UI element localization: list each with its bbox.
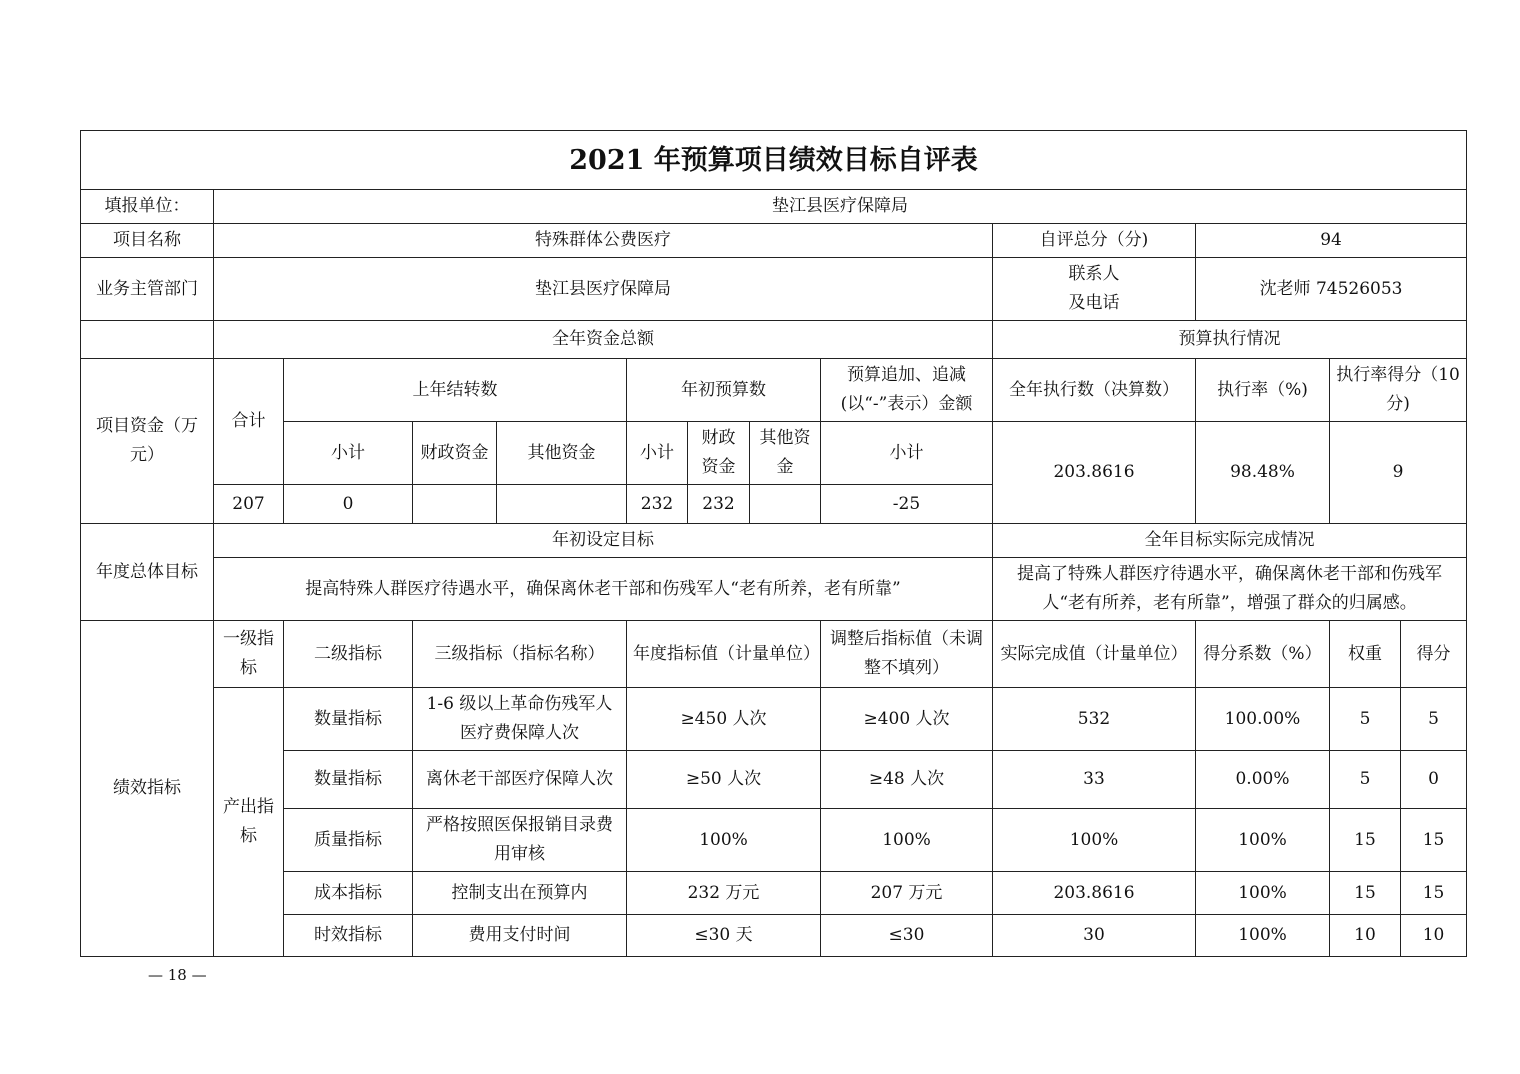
perf-score: 0 [1401, 751, 1467, 809]
perf-header-target: 年度指标值（计量单位） [627, 621, 821, 688]
perf-level2: 成本指标 [284, 872, 413, 915]
perf-target: 232 万元 [627, 872, 821, 915]
goals-set-header: 年初设定目标 [214, 524, 993, 558]
contact-label [993, 258, 1196, 321]
perf-coef: 100% [1196, 915, 1330, 957]
funds-row-label: 项目资金（万元） [81, 359, 214, 524]
perf-level3: 控制支出在预算内 [413, 872, 627, 915]
perf-adjusted: ≥400 人次 [821, 688, 993, 751]
perf-header-score: 得分 [1401, 621, 1467, 688]
funds-adjust-value: -25 [821, 485, 993, 524]
perf-level3: 离休老干部医疗保障人次 [413, 751, 627, 809]
perf-header-adjusted: 调整后指标值（未调整不填列） [821, 621, 993, 688]
funds-sub-subtotal3: 小计 [821, 422, 993, 485]
funds-annual-exec-label: 全年执行数（决算数） [993, 359, 1196, 422]
funds-carryover-label: 上年结转数 [284, 359, 627, 422]
self-score-value: 94 [1196, 224, 1467, 258]
perf-coef: 100% [1196, 872, 1330, 915]
table-row [81, 809, 1467, 872]
funds-carry-other [497, 485, 627, 524]
goals-row-label: 年度总体目标 [81, 524, 214, 621]
perf-adjusted: 100% [821, 809, 993, 872]
perf-coef: 0.00% [1196, 751, 1330, 809]
goals-done-header: 全年目标实际完成情况 [993, 524, 1467, 558]
funds-header-blank [81, 321, 214, 359]
perf-weight: 15 [1330, 809, 1401, 872]
funds-sub-other2: 其他资金 [750, 422, 821, 485]
table-row [81, 751, 1467, 809]
funds-total-header: 全年资金总额 [214, 321, 993, 359]
funds-exec-rate-score-value: 9 [1330, 422, 1467, 524]
perf-weight: 5 [1330, 688, 1401, 751]
perf-header-weight: 权重 [1330, 621, 1401, 688]
project-name-value: 特殊群体公费医疗 [214, 224, 993, 258]
perf-target: ≥450 人次 [627, 688, 821, 751]
perf-adjusted: 207 万元 [821, 872, 993, 915]
funds-sub-subtotal2: 小计 [627, 422, 688, 485]
perf-weight: 10 [1330, 915, 1401, 957]
perf-actual: 100% [993, 809, 1196, 872]
funds-sub-subtotal: 小计 [284, 422, 413, 485]
goals-done-text: 提高了特殊人群医疗待遇水平，确保离休老干部和伤残军人“老有所养，老有所靠”，增强了群众的归属感。 [993, 558, 1467, 621]
funds-initial-label: 年初预算数 [627, 359, 821, 422]
perf-level2: 数量指标 [284, 751, 413, 809]
funds-total-value: 207 [214, 485, 284, 524]
perf-level1: 产出指标 [214, 688, 284, 957]
contact-value: 沈老师 74526053 [1196, 258, 1467, 321]
perf-header-coef: 得分系数（%） [1196, 621, 1330, 688]
perf-header-level2: 二级指标 [284, 621, 413, 688]
perf-actual: 532 [993, 688, 1196, 751]
perf-header-actual: 实际完成值（计量单位） [993, 621, 1196, 688]
funds-annual-exec-value: 203.8616 [993, 422, 1196, 524]
perf-actual: 30 [993, 915, 1196, 957]
funds-sub-fiscal: 财政资金 [413, 422, 497, 485]
funds-exec-rate-label: 执行率（%) [1196, 359, 1330, 422]
perf-level2: 质量指标 [284, 809, 413, 872]
perf-coef: 100% [1196, 809, 1330, 872]
perf-adjusted: ≤30 [821, 915, 993, 957]
perf-target: 100% [627, 809, 821, 872]
funds-exec-rate-value: 98.48% [1196, 422, 1330, 524]
project-name-label: 项目名称 [81, 224, 214, 258]
funds-sub-other: 其他资金 [497, 422, 627, 485]
funds-exec-header: 预算执行情况 [993, 321, 1467, 359]
fill-unit-label: 填报单位： [81, 190, 214, 224]
perf-level3: 严格按照医保报销目录费用审核 [413, 809, 627, 872]
table-title: 2021 年预算项目绩效目标自评表 [81, 131, 1467, 190]
funds-initial-other [750, 485, 821, 524]
self-score-label: 自评总分（分) [993, 224, 1196, 258]
perf-level2: 时效指标 [284, 915, 413, 957]
funds-carry-subtotal: 0 [284, 485, 413, 524]
perf-header-level3: 三级指标（指标名称） [413, 621, 627, 688]
funds-sub-fiscal2: 财政资金 [688, 422, 750, 485]
perf-actual: 33 [993, 751, 1196, 809]
perf-score: 10 [1401, 915, 1467, 957]
funds-initial-subtotal: 232 [627, 485, 688, 524]
self-evaluation-table [80, 130, 1467, 957]
funds-exec-rate-score-label: 执行率得分（10 分) [1330, 359, 1467, 422]
perf-score: 15 [1401, 809, 1467, 872]
funds-initial-fiscal: 232 [688, 485, 750, 524]
perf-score: 15 [1401, 872, 1467, 915]
table-row [81, 872, 1467, 915]
contact-label-line1: 联系人 [1068, 264, 1120, 284]
perf-level3: 1-6 级以上革命伤残军人医疗费保障人次 [413, 688, 627, 751]
perf-adjusted: ≥48 人次 [821, 751, 993, 809]
table-row [81, 915, 1467, 957]
perf-coef: 100.00% [1196, 688, 1330, 751]
perf-target: ≥50 人次 [627, 751, 821, 809]
perf-level2: 数量指标 [284, 688, 413, 751]
perf-actual: 203.8616 [993, 872, 1196, 915]
perf-level3: 费用支付时间 [413, 915, 627, 957]
perf-weight: 5 [1330, 751, 1401, 809]
funds-total-label: 合计 [214, 359, 284, 485]
dept-value: 垫江县医疗保障局 [214, 258, 993, 321]
perf-header-level1: 一级指标 [214, 621, 284, 688]
perf-weight: 15 [1330, 872, 1401, 915]
dept-label: 业务主管部门 [81, 258, 214, 321]
fill-unit-value: 垫江县医疗保障局 [214, 190, 1467, 224]
page-number: — 18 — [148, 966, 207, 984]
perf-score: 5 [1401, 688, 1467, 751]
table-row [81, 688, 1467, 751]
funds-adjust-label: 预算追加、追减(以“-”表示）金额 [821, 359, 993, 422]
funds-carry-fiscal [413, 485, 497, 524]
contact-label-line2: 及电话 [1068, 293, 1120, 313]
performance-row-label: 绩效指标 [81, 621, 214, 957]
goals-set-text: 提高特殊人群医疗待遇水平，确保离休老干部和伤残军人“老有所养，老有所靠” [214, 558, 993, 621]
perf-target: ≤30 天 [627, 915, 821, 957]
